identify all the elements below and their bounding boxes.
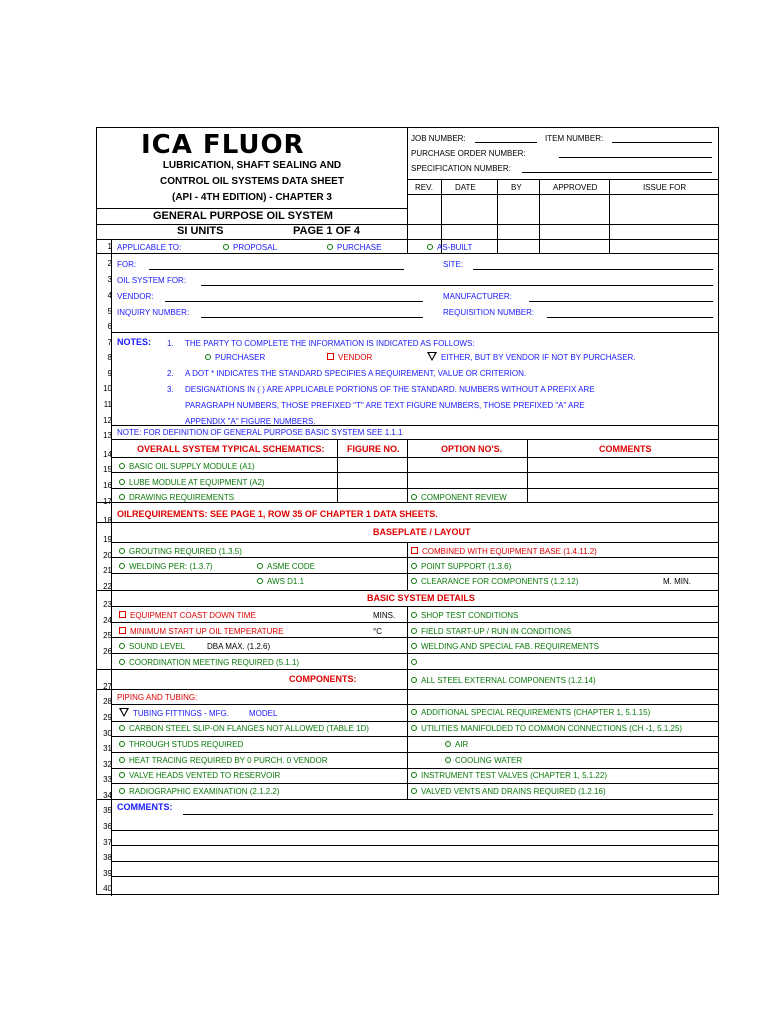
- radio-circle-icon: [119, 479, 125, 485]
- note-3-text: DESIGNATIONS IN ( ) ARE APPLICABLE PORTIONS OF THE STANDARD. NUMBERS WITHOUT A PREFIX ARE: [185, 385, 595, 394]
- row-num: 1: [107, 242, 112, 251]
- page-label: PAGE 1 OF 4: [293, 225, 361, 237]
- note-3-text-end: APPENDIX "A" FIGURE NUMBERS.: [185, 417, 316, 426]
- inquiry-number-field[interactable]: [201, 317, 423, 318]
- row-num: 5: [107, 307, 112, 316]
- basic-system-details-header: BASIC SYSTEM DETAILS: [367, 593, 475, 603]
- po-number-label: PURCHASE ORDER NUMBER:: [411, 149, 526, 158]
- radio-circle-icon: [445, 757, 451, 763]
- radio-circle-icon: [411, 612, 417, 618]
- radio-circle-icon: [119, 643, 125, 649]
- oil-system-for-field[interactable]: [201, 285, 713, 286]
- vendor-field[interactable]: [165, 301, 423, 302]
- row-num: 38: [103, 853, 112, 862]
- combined-base-option[interactable]: COMBINED WITH EQUIPMENT BASE (1.4.11.2): [411, 547, 597, 556]
- note-3-num: 3.: [167, 385, 174, 394]
- row-num: 33: [103, 775, 112, 784]
- radio-circle-icon: [411, 563, 417, 569]
- row-num: 18: [103, 516, 112, 525]
- radio-circle-icon: [119, 725, 125, 731]
- square-icon: [327, 353, 334, 360]
- oil-system-for-label: OIL SYSTEM FOR:: [117, 276, 187, 285]
- row-num: 25: [103, 631, 112, 640]
- row-num: 26: [103, 647, 112, 656]
- mins-unit: MINS.: [373, 611, 396, 620]
- sheet-title-line-1: LUBRICATION, SHAFT SEALING AND: [162, 160, 342, 171]
- comments-line-4[interactable]: [111, 861, 719, 862]
- radio-circle-icon: [257, 578, 263, 584]
- note-1-num: 1.: [167, 339, 174, 348]
- note-2-num: 2.: [167, 369, 174, 378]
- row-num: 23: [103, 600, 112, 609]
- radio-circle-icon: [411, 788, 417, 794]
- sheet-title-line-2: CONTROL OIL SYSTEMS DATA SHEET: [160, 176, 344, 187]
- issue-for-col: ISSUE FOR: [643, 183, 687, 192]
- radio-circle-icon: [119, 741, 125, 747]
- row-num: 17: [103, 497, 112, 506]
- proposal-option[interactable]: PROPOSAL: [223, 243, 277, 252]
- for-field[interactable]: [149, 269, 404, 270]
- either-legend: EITHER, BUT BY VENDOR IF NOT BY PURCHASER.: [427, 353, 636, 362]
- row-num: 12: [103, 416, 112, 425]
- option-nos-header: OPTION NO'S.: [441, 444, 503, 454]
- comments-label: COMMENTS:: [117, 802, 173, 812]
- as-built-option[interactable]: AS-BUILT: [427, 243, 472, 252]
- clearance-option[interactable]: CLEARANCE FOR COMPONENTS (1.2.12): [411, 577, 578, 586]
- site-field[interactable]: [473, 269, 713, 270]
- heat-tracing-option[interactable]: HEAT TRACING REQUIRED BY 0 PURCH. 0 VENDOR: [119, 756, 328, 765]
- row-num: 15: [103, 465, 112, 474]
- comments-line-1[interactable]: [183, 814, 713, 815]
- purchase-option[interactable]: PURCHASE: [327, 243, 381, 252]
- sheet-title-line-3: (API - 4TH EDITION) - CHAPTER 3: [171, 192, 332, 203]
- baseplate-header: BASEPLATE / LAYOUT: [373, 527, 471, 537]
- radio-circle-icon: [411, 659, 417, 665]
- welding-per-option[interactable]: WELDING PER: (1.3.7): [119, 562, 213, 571]
- checkbox-square-icon: [119, 627, 126, 634]
- system-subtitle: GENERAL PURPOSE OIL SYSTEM: [153, 210, 333, 222]
- comments-line-2[interactable]: [111, 830, 719, 831]
- piping-tubing-label: PIPING AND TUBING:: [117, 693, 198, 702]
- comments-line-3[interactable]: [111, 845, 719, 846]
- tubing-fittings-option[interactable]: TUBING FITTINGS - MFG.: [119, 709, 229, 718]
- vendor-label: VENDOR:: [117, 292, 154, 301]
- shop-test-option[interactable]: SHOP TEST CONDITIONS: [411, 611, 518, 620]
- radio-circle-icon: [223, 244, 229, 250]
- cooling-water-option[interactable]: COOLING WATER: [445, 756, 522, 765]
- oil-requirements-note: OILREQUIREMENTS: SEE PAGE 1, ROW 35 OF CHAPTER 1 DATA SHEETS.: [117, 509, 438, 519]
- lube-module-option[interactable]: LUBE MODULE AT EQUIPMENT (A2): [119, 478, 265, 487]
- site-label: SITE:: [443, 260, 464, 269]
- air-option[interactable]: AIR: [445, 740, 468, 749]
- manufacturer-label: MANUFACTURER:: [443, 292, 512, 301]
- row-num: 11: [103, 400, 112, 409]
- item-number-label: ITEM NUMBER:: [545, 134, 604, 143]
- min-startup-temp-option[interactable]: MINIMUM START UP OIL TEMPERATURE: [119, 627, 284, 636]
- row-num: 20: [103, 551, 112, 560]
- by-col: BY: [511, 183, 522, 192]
- radiographic-option[interactable]: RADIOGRAPHIC EXAMINATION (2.1.2.2): [119, 787, 280, 796]
- radio-circle-icon: [119, 788, 125, 794]
- comments-header: COMMENTS: [599, 444, 652, 454]
- radio-circle-icon: [119, 757, 125, 763]
- rev-col: REV.: [415, 183, 433, 192]
- coast-down-option[interactable]: EQUIPMENT COAST DOWN TIME: [119, 611, 256, 620]
- row-num: 7: [107, 338, 112, 347]
- row-num: 36: [103, 822, 112, 831]
- model-label: MODEL: [249, 709, 278, 718]
- row-num: 31: [103, 744, 112, 753]
- radio-circle-icon: [119, 494, 125, 500]
- row-num: 16: [103, 481, 112, 490]
- comments-line-5[interactable]: [111, 876, 719, 877]
- row-num: 22: [103, 582, 112, 591]
- triangle-icon: [427, 352, 437, 361]
- row-num: 30: [103, 729, 112, 738]
- note-2-text: A DOT * INDICATES THE STANDARD SPECIFIES A REQUIREMENT, VALUE OR CRITERION.: [185, 369, 527, 378]
- purchaser-legend: PURCHASER: [205, 353, 265, 362]
- figure-no-header: FIGURE NO.: [347, 444, 400, 454]
- row-num: 28: [103, 697, 112, 706]
- drawing-requirements-option[interactable]: DRAWING REQUIREMENTS: [119, 493, 234, 502]
- row-num: 8: [107, 353, 112, 362]
- row-num: 21: [103, 566, 112, 575]
- radio-circle-icon: [411, 709, 417, 715]
- row-num: 9: [107, 369, 112, 378]
- radio-circle-icon: [119, 772, 125, 778]
- radio-circle-icon: [411, 628, 417, 634]
- radio-circle-icon: [411, 578, 417, 584]
- vendor-legend: VENDOR: [327, 353, 372, 362]
- row-num: 19: [103, 535, 112, 544]
- notes-label: NOTES:: [117, 337, 152, 347]
- steel-external-option[interactable]: ALL STEEL EXTERNAL COMPONENTS (1.2.14): [411, 676, 596, 685]
- requisition-number-label: REQUISITION NUMBER:: [443, 308, 535, 317]
- data-sheet: [96, 127, 719, 895]
- aws-option[interactable]: AWS D1.1: [257, 577, 304, 586]
- circle-icon: [205, 354, 211, 360]
- radio-circle-icon: [411, 677, 417, 683]
- carbon-steel-flanges-option[interactable]: CARBON STEEL SLIP-ON FLANGES NOT ALLOWED (TABLE 1D): [119, 724, 369, 733]
- radio-circle-icon: [427, 244, 433, 250]
- radio-circle-icon: [119, 563, 125, 569]
- m-min-unit: M. MIN.: [663, 577, 691, 586]
- row-num: 6: [107, 322, 112, 331]
- valved-vents-option[interactable]: VALVED VENTS AND DRAINS REQUIRED (1.2.16): [411, 787, 606, 796]
- point-support-option[interactable]: POINT SUPPORT (1.3.6): [411, 562, 511, 571]
- valve-heads-option[interactable]: VALVE HEADS VENTED TO RESERVOIR: [119, 771, 280, 780]
- row-num: 2: [107, 259, 112, 268]
- note-3-text-cont: PARAGRAPH NUMBERS, THOSE PREFIXED "T" ARE TEXT FIGURE NUMBERS, THOSE PREFIXED "A" ARE: [185, 401, 585, 410]
- radio-circle-icon: [119, 463, 125, 469]
- radio-circle-icon: [119, 659, 125, 665]
- radio-circle-icon: [257, 563, 263, 569]
- blank-option[interactable]: [411, 658, 421, 667]
- celsius-unit: °C: [373, 627, 382, 636]
- welding-fab-option[interactable]: WELDING AND SPECIAL FAB. REQUIREMENTS: [411, 642, 599, 651]
- row-num: 4: [107, 291, 112, 300]
- sound-level-option[interactable]: SOUND LEVEL: [119, 642, 185, 651]
- additional-special-option[interactable]: ADDITIONAL SPECIAL REQUIREMENTS (CHAPTER 1, 5.1.15): [411, 708, 650, 717]
- radio-circle-icon: [411, 494, 417, 500]
- row-num: 34: [103, 791, 112, 800]
- utilities-manifolded-option[interactable]: UTILITIES MANIFOLDED TO COMMON CONNECTIONS (CH -1, 5.1.25): [411, 724, 682, 733]
- radio-circle-icon: [445, 741, 451, 747]
- row-num: 35: [103, 806, 112, 815]
- radio-circle-icon: [411, 725, 417, 731]
- components-header: COMPONENTS:: [289, 674, 357, 684]
- row-num: 13: [103, 431, 112, 440]
- manufacturer-field[interactable]: [529, 301, 713, 302]
- row-num: 14: [103, 450, 112, 459]
- units-label: SI UNITS: [177, 225, 224, 237]
- grouting-option[interactable]: GROUTING REQUIRED (1.3.5): [119, 547, 242, 556]
- for-label: FOR:: [117, 260, 137, 269]
- row-num: 40: [103, 884, 112, 893]
- definition-note: NOTE: FOR DEFINITION OF GENERAL PURPOSE BASIC SYSTEM SEE 1.1.1: [117, 428, 403, 437]
- job-number-label: JOB NUMBER:: [411, 134, 466, 143]
- schematics-header: OVERALL SYSTEM TYPICAL SCHEMATICS:: [137, 444, 325, 454]
- applicable-to-label: APPLICABLE TO:: [117, 243, 182, 252]
- radio-circle-icon: [119, 548, 125, 554]
- requisition-number-field[interactable]: [547, 317, 713, 318]
- checkbox-square-icon: [411, 547, 418, 554]
- row-num: 3: [107, 275, 112, 284]
- radio-circle-icon: [327, 244, 333, 250]
- instrument-test-valves-option[interactable]: INSTRUMENT TEST VALVES (CHAPTER 1, 5.1.22): [411, 771, 607, 780]
- approved-col: APPROVED: [553, 183, 598, 192]
- dba-max-label: DBA MAX. (1.2.6): [207, 642, 271, 651]
- radio-circle-icon: [411, 772, 417, 778]
- through-studs-option[interactable]: THROUGH STUDS REQUIRED: [119, 740, 243, 749]
- component-review-option[interactable]: COMPONENT REVIEW: [411, 493, 507, 502]
- inquiry-number-label: INQUIRY NUMBER:: [117, 308, 190, 317]
- row-num: 24: [103, 616, 112, 625]
- row-num: 10: [103, 384, 112, 393]
- triangle-icon: [119, 708, 129, 717]
- field-startup-option[interactable]: FIELD START-UP / RUN IN CONDITIONS: [411, 627, 571, 636]
- radio-circle-icon: [411, 643, 417, 649]
- checkbox-square-icon: [119, 611, 126, 618]
- asme-code-option[interactable]: ASME CODE: [257, 562, 315, 571]
- row-num: 27: [103, 682, 112, 691]
- date-col: DATE: [455, 183, 476, 192]
- coordination-meeting-option[interactable]: COORDINATION MEETING REQUIRED (5.1.1): [119, 658, 299, 667]
- row-num: 39: [103, 869, 112, 878]
- row-num: 37: [103, 838, 112, 847]
- note-1-text: THE PARTY TO COMPLETE THE INFORMATION IS INDICATED AS FOLLOWS:: [185, 339, 475, 348]
- company-logo: ICA FLUOR: [141, 130, 305, 160]
- row-num: 29: [103, 713, 112, 722]
- spec-number-label: SPECIFICATION NUMBER:: [411, 164, 511, 173]
- basic-oil-supply-option[interactable]: BASIC OIL SUPPLY MODULE (A1): [119, 462, 255, 471]
- row-num: 32: [103, 760, 112, 769]
